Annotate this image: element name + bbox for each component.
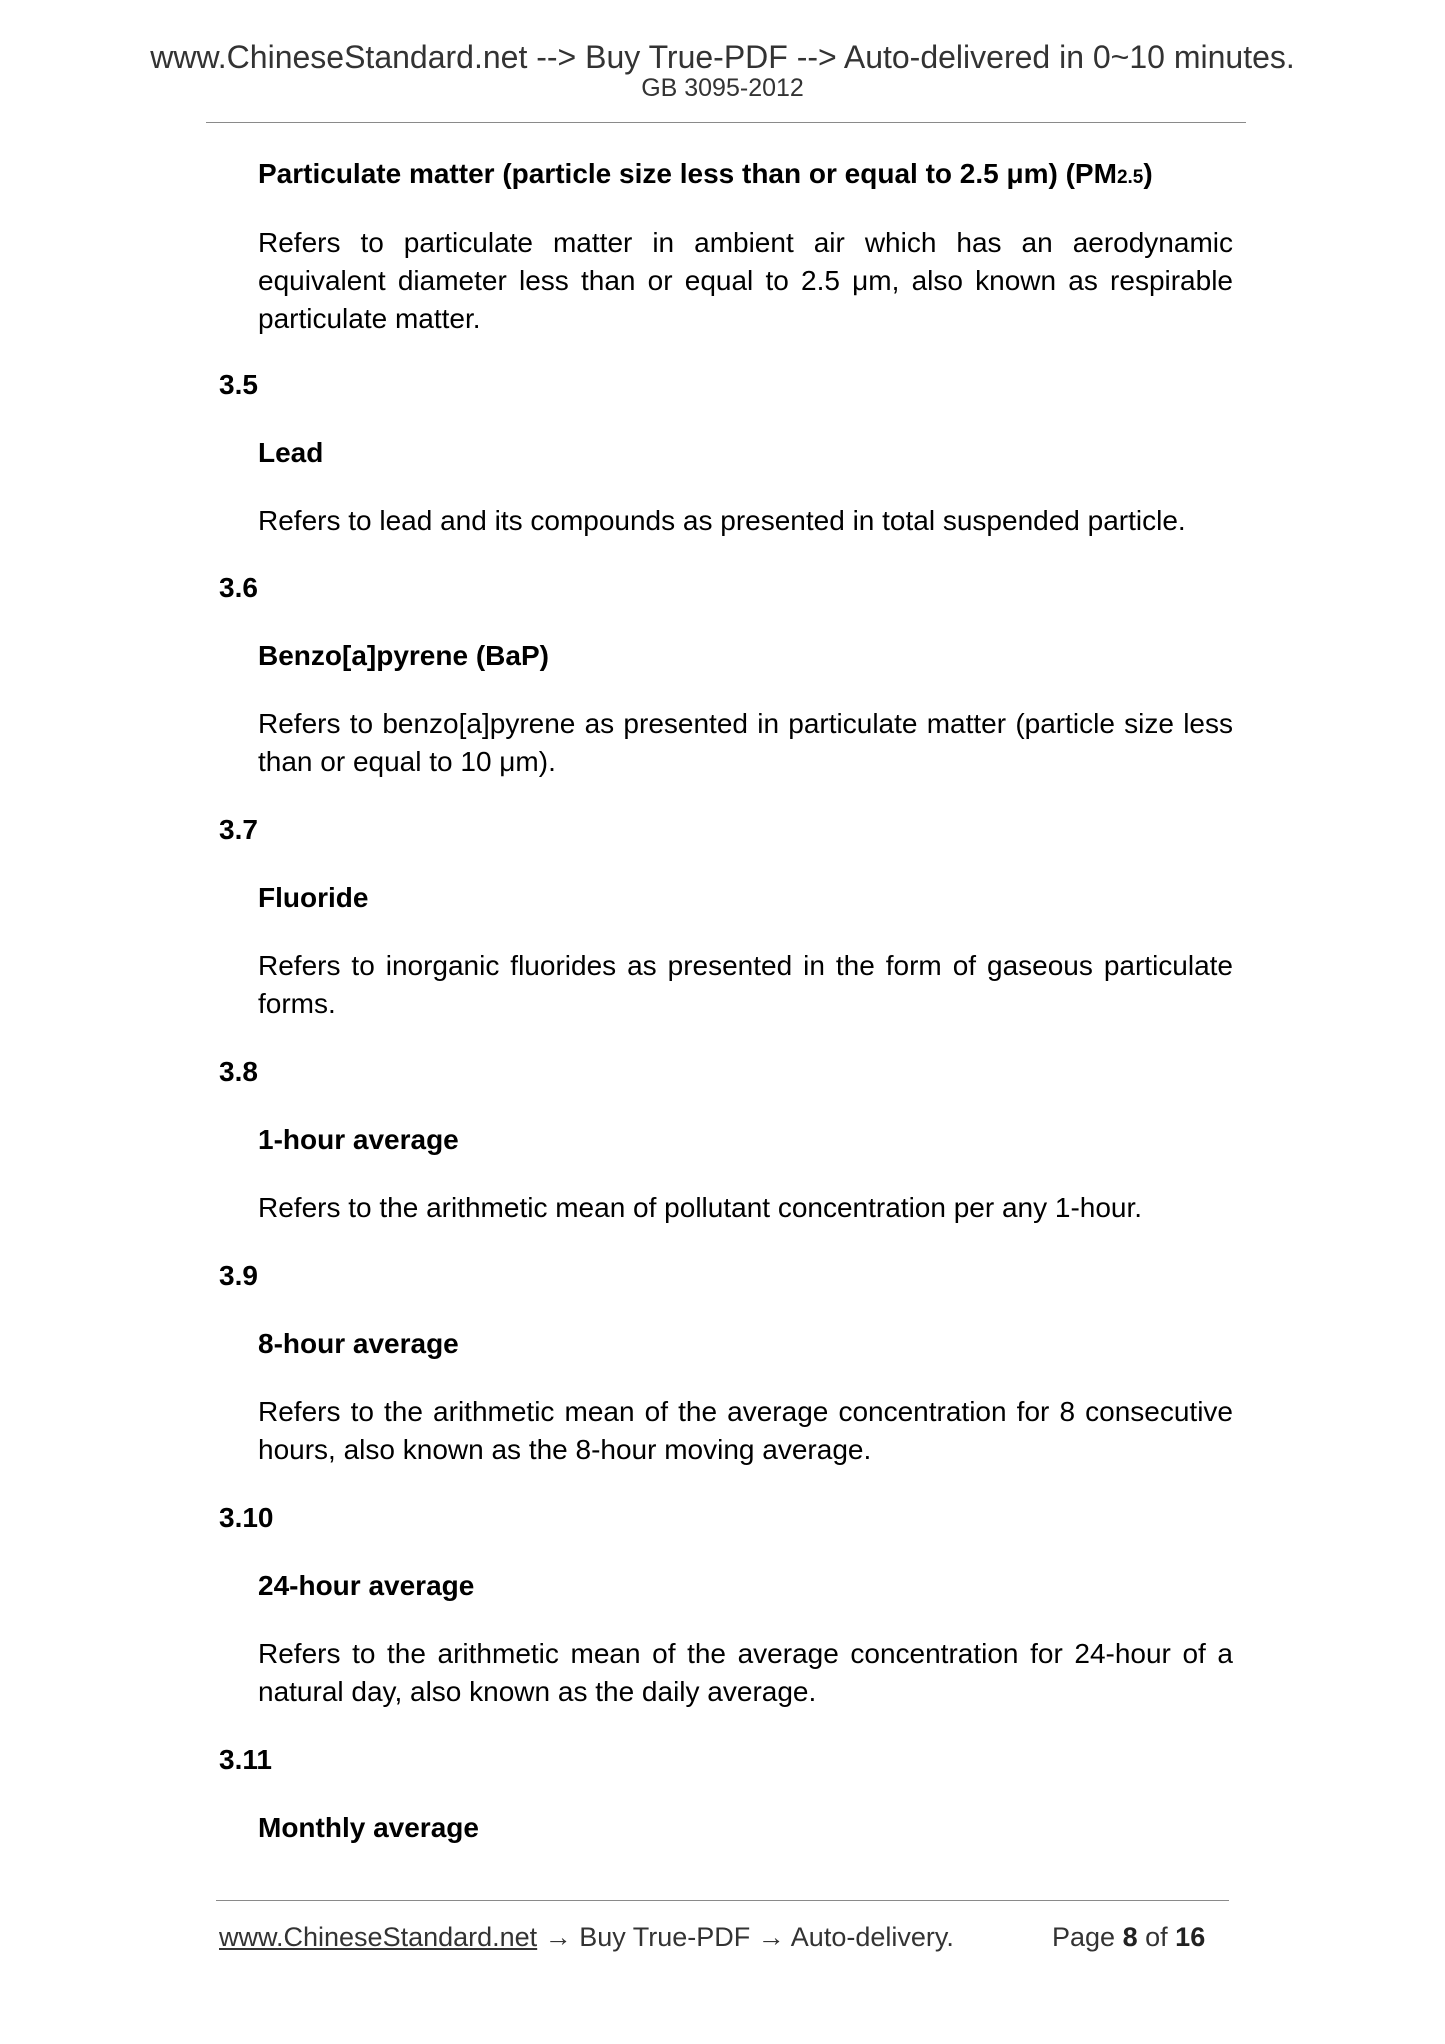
term-definition: Refers to the arithmetic mean of the average concentration for 8 consecutive hours, also known as the 8-hour moving average.: [258, 1396, 1233, 1465]
arrow-right-icon: →: [757, 1922, 785, 1952]
term-definition-pm25: Refers to particulate matter in ambient air which has an aerodynamic equivalent diameter less than or equal to 2.5 μm, also known as respirable particulate matter.: [258, 227, 1233, 334]
term-definition: Refers to lead and its compounds as presented in total suspended particle.: [258, 505, 1186, 536]
term-definition: Refers to inorganic fluorides as presented in the form of gaseous particulate forms.: [258, 950, 1233, 1019]
arrow-right-icon: →: [544, 1922, 572, 1952]
term-title: Benzo[a]pyrene (BaP): [258, 640, 549, 671]
footer-buy-text: Buy True-PDF: [579, 1922, 751, 1952]
term-title: 24-hour average: [258, 1570, 475, 1601]
clause-number: 3.9: [219, 1260, 258, 1291]
page-number: 8: [1122, 1922, 1138, 1952]
page-label: Page: [1052, 1922, 1116, 1952]
term-definition: Refers to the arithmetic mean of pollutant concentration per any 1-hour.: [258, 1192, 1143, 1223]
term-title: 1-hour average: [258, 1124, 459, 1155]
clause-number: 3.6: [219, 572, 258, 603]
document-code: GB 3095-2012: [641, 74, 804, 102]
clause-number: 3.8: [219, 1056, 258, 1087]
footer-site-link[interactable]: www.ChineseStandard.net: [219, 1922, 538, 1952]
total-pages: 16: [1175, 1922, 1206, 1952]
term-definition: Refers to benzo[a]pyrene as presented in particulate matter (particle size less than or equal to 10 μm).: [258, 708, 1233, 777]
footer-divider: [216, 1900, 1229, 1901]
clause-number: 3.11: [219, 1744, 272, 1775]
clause-number: 3.10: [219, 1502, 274, 1533]
term-title: Monthly average: [258, 1812, 479, 1843]
footer-delivery-text: Auto-delivery.: [790, 1922, 954, 1952]
clause-number: 3.7: [219, 814, 258, 845]
term-title: Fluoride: [258, 882, 369, 913]
term-title: 8-hour average: [258, 1328, 459, 1359]
term-title-pm25: Particulate matter (particle size less than or equal to 2.5 μm) (PM2.5): [258, 158, 1153, 189]
page-indicator: [1052, 1920, 1205, 1954]
header-divider: [206, 122, 1246, 123]
header-banner: www.ChineseStandard.net --> Buy True-PDF --> Auto-delivered in 0~10 minutes.: [150, 39, 1295, 75]
term-title: Lead: [258, 437, 324, 468]
clause-number: 3.5: [219, 369, 258, 400]
of-label: of: [1145, 1922, 1168, 1952]
term-definition: Refers to the arithmetic mean of the average concentration for 24-hour of a natural day, also known as the daily average.: [258, 1638, 1233, 1707]
footer-promo: [219, 1920, 954, 1954]
